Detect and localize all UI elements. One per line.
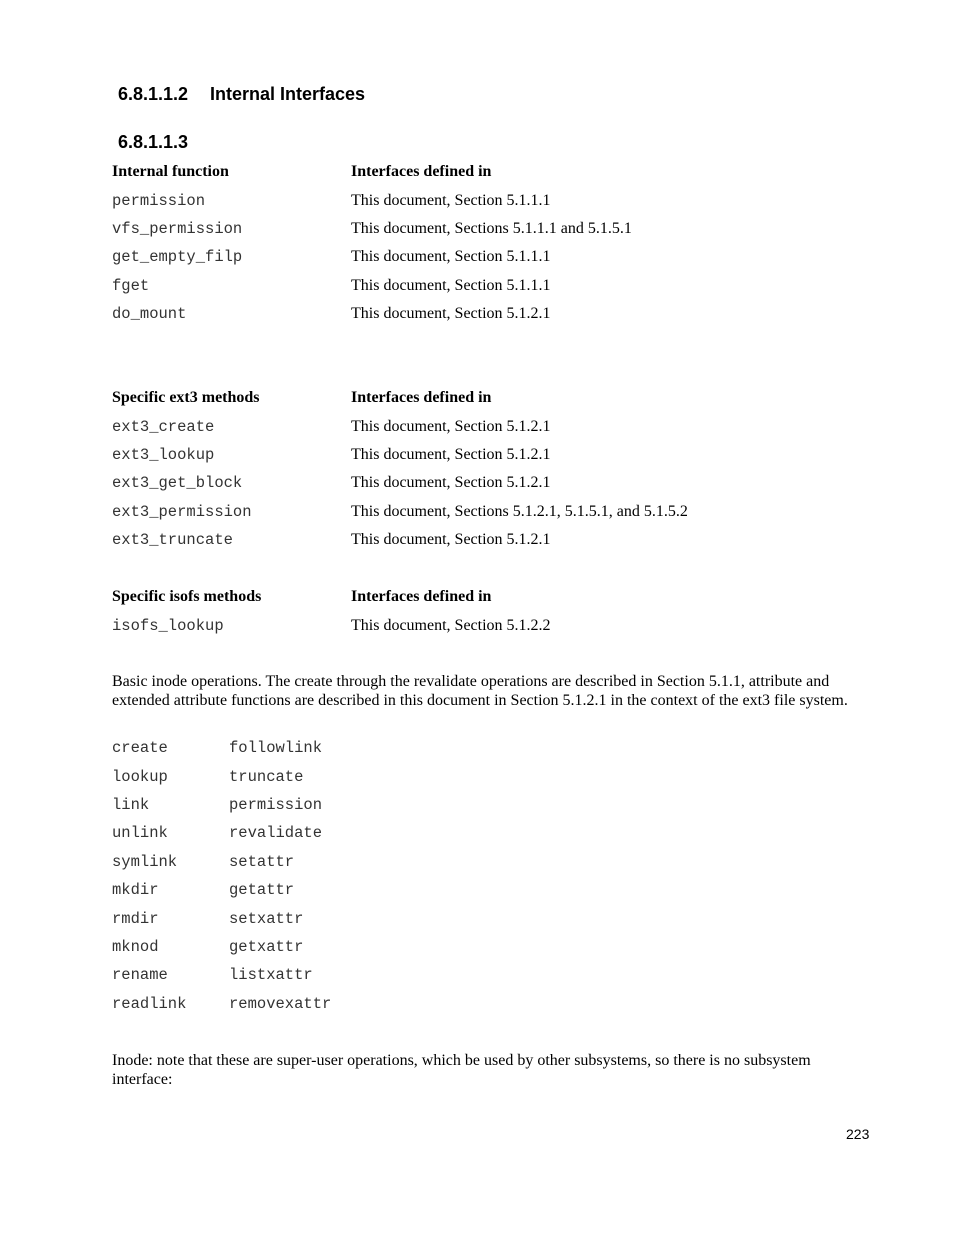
operation-name: mkdir	[112, 881, 159, 900]
heading-number: 6.8.1.1.3	[118, 132, 189, 152]
operation-name: symlink	[112, 852, 178, 871]
list-item	[112, 990, 331, 1018]
operation-name: lookup	[112, 767, 168, 786]
function-name: vfs_permission	[112, 219, 243, 238]
list-item	[112, 904, 331, 932]
basic-inode-operations-paragraph: Basic inode operations. The create through the revalidate operations are described in Section 5.1.1, attribute and extended attribute functions are described in this document in Section 5.1.2.1 in the context of the ext3 file system.	[112, 673, 848, 709]
interface-reference: This document, Section 5.1.1.1	[351, 191, 551, 209]
inode-operations-list	[112, 734, 331, 1018]
internal-function-table	[112, 158, 872, 328]
operation-name: mknod	[112, 937, 159, 956]
interface-reference: This document, Section 5.1.2.1	[351, 531, 551, 549]
table-row	[112, 272, 872, 300]
section-heading-6-8-1-1-3	[118, 132, 210, 153]
list-item	[112, 961, 331, 989]
operation-name: rmdir	[112, 909, 159, 928]
method-name: ext3_get_block	[112, 474, 243, 493]
ext3-methods-table	[112, 384, 872, 554]
column-header: Interfaces defined in	[351, 163, 492, 181]
operation-name: followlink	[229, 739, 323, 758]
interface-reference: This document, Section 5.1.2.1	[351, 417, 551, 435]
list-item	[112, 762, 331, 790]
column-header: Specific ext3 methods	[112, 389, 260, 407]
page-number: 223	[846, 1126, 870, 1142]
operation-name: removexattr	[229, 994, 332, 1013]
operation-name: listxattr	[229, 966, 313, 985]
list-item	[112, 791, 331, 819]
function-name: do_mount	[112, 305, 187, 324]
heading-number: 6.8.1.1.2	[118, 84, 189, 104]
interface-reference: This document, Section 5.1.2.1	[351, 445, 551, 463]
operation-name: setattr	[229, 852, 295, 871]
function-name: get_empty_filp	[112, 248, 243, 267]
operation-name: create	[112, 739, 168, 758]
method-name: ext3_lookup	[112, 445, 215, 464]
operation-name: link	[112, 795, 150, 814]
table-row	[112, 498, 872, 526]
inode-note-paragraph: Inode: note that these are super-user operations, which be used by other subsystems, so there is no subsystem interface:	[112, 1052, 811, 1088]
method-name: isofs_lookup	[112, 616, 224, 635]
function-name: permission	[112, 191, 206, 210]
operation-name: getxattr	[229, 937, 304, 956]
table-header	[112, 158, 872, 186]
table-row	[112, 186, 872, 214]
column-header: Internal function	[112, 163, 229, 181]
operation-name: rename	[112, 966, 168, 985]
operation-name: truncate	[229, 767, 304, 786]
operation-name: readlink	[112, 994, 187, 1013]
method-name: ext3_truncate	[112, 531, 233, 550]
column-header: Interfaces defined in	[351, 389, 492, 407]
list-item	[112, 734, 331, 762]
interface-reference: This document, Section 5.1.1.1	[351, 248, 551, 266]
operation-name: getattr	[229, 881, 295, 900]
section-heading-6-8-1-1-2	[118, 84, 365, 105]
table-header	[112, 583, 872, 611]
table-row	[112, 611, 872, 639]
list-item	[112, 876, 331, 904]
operation-name: revalidate	[229, 824, 323, 843]
operation-name: permission	[229, 795, 323, 814]
method-name: ext3_create	[112, 417, 215, 436]
method-name: ext3_permission	[112, 502, 252, 521]
table-header	[112, 384, 872, 412]
operation-name: unlink	[112, 824, 168, 843]
interface-reference: This document, Section 5.1.2.1	[351, 474, 551, 492]
column-header: Specific isofs methods	[112, 588, 262, 606]
function-name: fget	[112, 276, 150, 295]
table-row	[112, 441, 872, 469]
table-row	[112, 526, 872, 554]
table-row	[112, 215, 872, 243]
table-row	[112, 469, 872, 497]
heading-title: Internal Interfaces	[210, 84, 366, 104]
interface-reference: This document, Section 5.1.1.1	[351, 276, 551, 294]
interface-reference: This document, Section 5.1.2.2	[351, 616, 551, 634]
column-header: Interfaces defined in	[351, 588, 492, 606]
table-row	[112, 300, 872, 328]
list-item	[112, 933, 331, 961]
list-item	[112, 819, 331, 847]
list-item	[112, 848, 331, 876]
table-row	[112, 243, 872, 271]
isofs-methods-table	[112, 583, 872, 640]
interface-reference: This document, Sections 5.1.1.1 and 5.1.5.1	[351, 219, 632, 237]
operation-name: setxattr	[229, 909, 304, 928]
table-row	[112, 412, 872, 440]
interface-reference: This document, Sections 5.1.2.1, 5.1.5.1, and 5.1.5.2	[351, 502, 688, 520]
interface-reference: This document, Section 5.1.2.1	[351, 305, 551, 323]
